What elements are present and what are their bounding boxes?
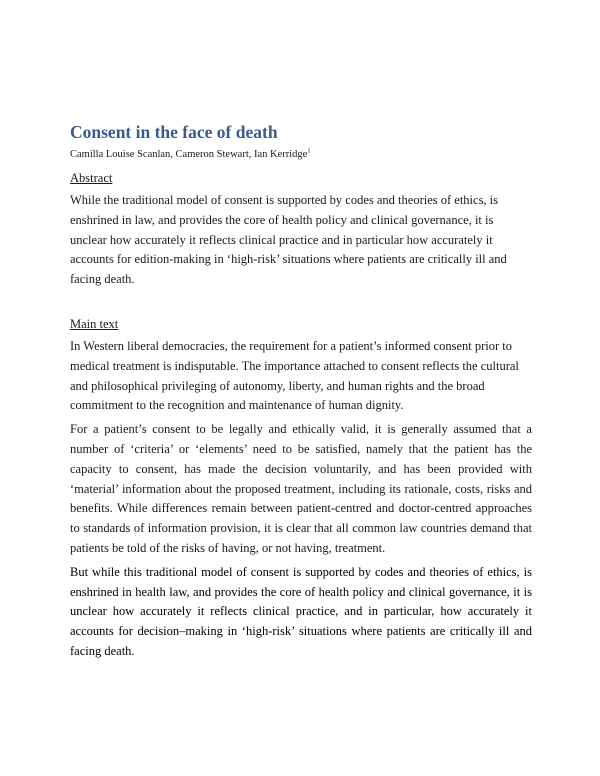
main-paragraph-1: In Western liberal democracies, the requirement for a patient’s informed consent prior to medical treatment is indisputable. The importance attached to consent reflects the cultural and philosophical privileging of autonomy, liberty, and human rights and the broad commitment to the recognition and maintenance of human dignity. (70, 338, 519, 413)
abstract-heading: Abstract (70, 171, 113, 185)
main-paragraph-3: But while this traditional model of consent is supported by codes and theories of ethics, is enshrined in health law, and provides the core of health policy and clinical governance, it is unclear how accurately it reflects clinical practice, and in particular, how accurately it accounts for decision–making in ‘high-risk’ situations where patients are critically ill and facing death. (70, 564, 532, 658)
page-content (70, 122, 532, 662)
author-list (70, 148, 532, 162)
paper-title: Consent in the face of death (70, 122, 278, 142)
abstract-text: While the traditional model of consent is supported by codes and theories of ethics, is enshrined in law, and provides the core of health policy and clinical governance, it is unclear how accurately it reflects clinical practice and in particular how accurately it accounts for edition-making in ‘high-risk’ situations where patients are critically ill and facing death. (70, 193, 507, 287)
main-text-heading: Main text (70, 316, 119, 331)
author-footnote-mark: 1 (307, 147, 311, 155)
main-paragraph-2: For a patient’s consent to be legally and ethically valid, it is generally assumed that a number of ‘criteria’ or ‘elements’ need to be satisfied, namely that the patient has the capacity to consent, has made the decision voluntarily, and has been provided with ‘material’ information about the proposed treatment, including its rationale, costs, risks and benefits. While differences remain between patient-centred and doctor-centred approaches to standards of information provision, it is clear that all common law countries demand that patients be told of the risks of having, or not having, treatment. (70, 422, 532, 555)
author-names: Camilla Louise Scanlan, Cameron Stewart, Ian Kerridge (70, 149, 308, 160)
